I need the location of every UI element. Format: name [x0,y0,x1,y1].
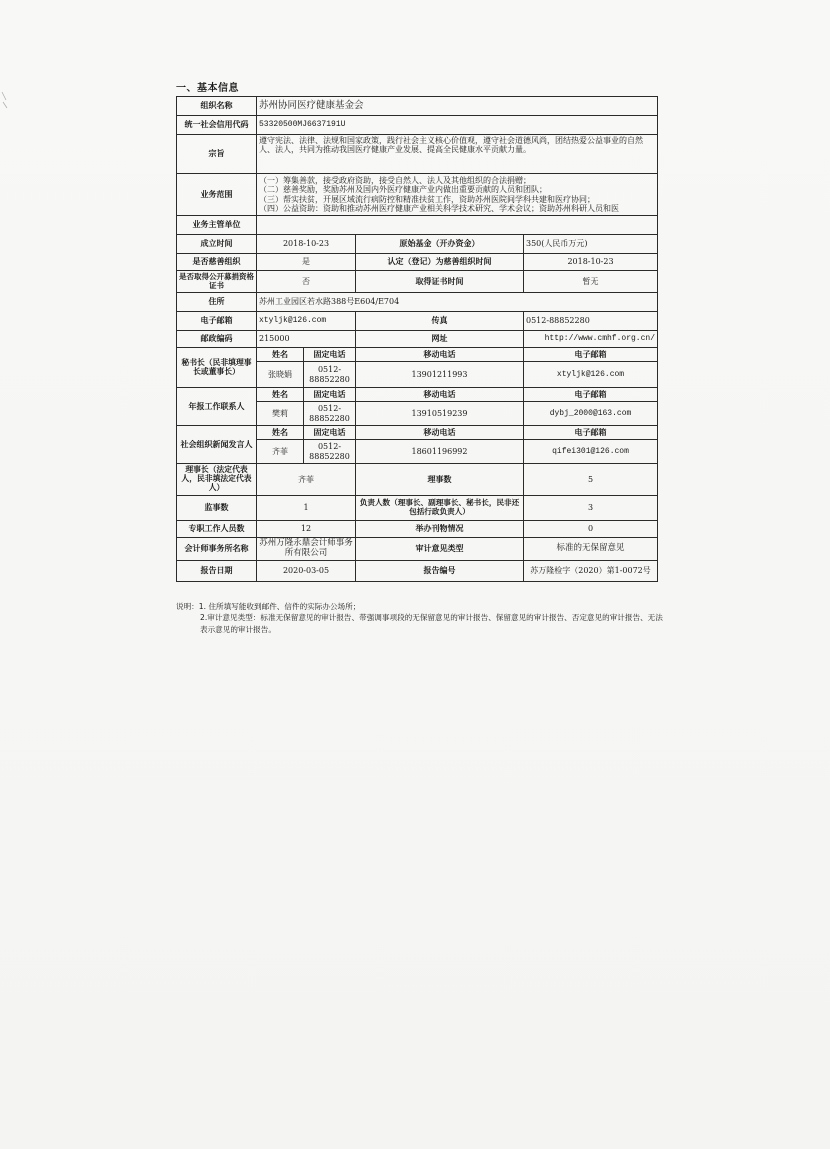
postcode-value: 215000 [257,331,356,348]
report-date-label: 报告日期 [177,561,257,582]
publication-value: 0 [524,521,658,538]
contact-mobile: 18601196992 [356,440,524,464]
contact-name-header: 姓名 [257,426,304,440]
report-date-value: 2020-03-05 [257,561,356,582]
audit-type-label: 审计意见类型 [356,538,524,561]
contact-header-row [177,426,658,440]
leader-count-value: 3 [524,496,658,521]
leader-count-label: 负责人数（理事长、副理事长、秘书长，民非还包括行政负责人） [356,496,524,521]
website-label: 网址 [356,331,524,348]
contact-phone-header: 固定电话 [304,348,356,362]
contact-name: 樊莉 [257,402,304,426]
audit-type-value: 标准的无保留意见 [524,538,658,561]
row-postcode-website [177,331,658,348]
fund-label: 原始基金（开办资金） [356,235,524,254]
row-credit-code [177,116,658,135]
org-name-label: 组织名称 [177,97,257,116]
cert-date-value: 暂无 [524,271,658,293]
staff-value: 12 [257,521,356,538]
contact-mobile-header: 移动电话 [356,426,524,440]
row-address [177,293,658,312]
basic-info-table [176,96,658,582]
contact-phone-header: 固定电话 [304,388,356,402]
fund-value: 350(人民币万元) [524,235,658,254]
supervisor-unit-label: 业务主管单位 [177,216,257,235]
report-no-label: 报告编号 [356,561,524,582]
founded-value: 2018-10-23 [257,235,356,254]
section-title: 一、基本信息 [176,83,239,94]
website-value: http://www.cmhf.org.cn/ [524,331,658,348]
purpose-value: 遵守宪法、法律、法规和国家政策，践行社会主义核心价值观，遵守社会道德风尚，团结热爱公益事业的自然人、法人，共同为推动我国医疗健康产业发展、提高全民健康水平贡献力量。 [257,135,658,174]
contact-name-header: 姓名 [257,348,304,362]
row-public-fundraising [177,271,658,293]
row-supervisors [177,496,658,521]
credit-code-value: 53320500MJ6637191U [257,116,658,135]
publication-label: 举办刊物情况 [356,521,524,538]
fax-value: 0512-88852280 [524,312,658,331]
contact-phone: 0512-88852280 [304,440,356,464]
email-label: 电子邮箱 [177,312,257,331]
address-value: 苏州工业园区若水路388号E604/E704 [257,293,658,312]
scope-label: 业务范围 [177,174,257,216]
org-name-value: 苏州协同医疗健康基金会 [257,97,658,116]
notes [176,601,666,635]
contact-email: xtyljk@126.com [524,362,658,388]
contact-phone: 0512-88852280 [304,402,356,426]
row-chair [177,464,658,496]
credit-code-label: 统一社会信用代码 [177,116,257,135]
row-email-fax [177,312,658,331]
row-audit [177,538,658,561]
address-label: 住所 [177,293,257,312]
contact-name: 张晓娟 [257,362,304,388]
row-purpose [177,135,658,174]
row-charity [177,254,658,271]
email-value: xtyljk@126.com [257,312,356,331]
contact-mobile-header: 移动电话 [356,388,524,402]
contact-email: qifei301@126.com [524,440,658,464]
council-count-label: 理事数 [356,464,524,496]
public-fund-value: 否 [257,271,356,293]
report-no-value: 苏万隆检字（2020）第1-0072号 [524,561,658,582]
row-supervisor-unit [177,216,658,235]
contact-role-label: 年报工作联系人 [177,388,257,426]
charity-label: 是否慈善组织 [177,254,257,271]
scan-edge-mark [0,90,10,120]
supervisor-count-value: 1 [257,496,356,521]
chair-value: 齐菲 [257,464,356,496]
postcode-label: 邮政编码 [177,331,257,348]
contact-role-label: 社会组织新闻发言人 [177,426,257,464]
audit-firm-value: 苏州万隆永鼎会计师事务所有限公司 [257,538,356,561]
contact-mobile: 13901211993 [356,362,524,388]
purpose-label: 宗旨 [177,135,257,174]
staff-label: 专职工作人员数 [177,521,257,538]
contact-mobile-header: 移动电话 [356,348,524,362]
council-count-value: 5 [524,464,658,496]
note-line-2: 2.审计意见类型：标准无保留意见的审计报告、带强调事项段的无保留意见的审计报告、保留意见的审计报告、否定意见的审计报告、无法表示意见的审计报告。 [200,613,663,634]
row-org-name [177,97,658,116]
public-fund-label: 是否取得公开募捐资格证书 [177,271,257,293]
contact-header-row [177,388,658,402]
audit-firm-label: 会计师事务所名称 [177,538,257,561]
contact-name: 齐菲 [257,440,304,464]
row-staff [177,521,658,538]
scope-line: （一）筹集善款，接受政府资助，接受自然人、法人及其他组织的合法捐赠； [259,176,531,186]
charity-date-label: 认定（登记）为慈善组织时间 [356,254,524,271]
contact-mobile: 13910519239 [356,402,524,426]
fax-label: 传真 [356,312,524,331]
contact-phone-header: 固定电话 [304,426,356,440]
contact-email-header: 电子邮箱 [524,388,658,402]
charity-date-value: 2018-10-23 [524,254,658,271]
note-line-1: 说明：1. 住所填写能收到邮件、信件的实际办公场所； [176,602,361,611]
contact-email-header: 电子邮箱 [524,348,658,362]
contact-phone: 0512-88852280 [304,362,356,388]
scope-value [257,174,658,216]
charity-value: 是 [257,254,356,271]
contact-name-header: 姓名 [257,388,304,402]
contact-role-label: 秘书长（民非填理事长或董事长） [177,348,257,388]
supervisor-count-label: 监事数 [177,496,257,521]
row-founded [177,235,658,254]
founded-label: 成立时间 [177,235,257,254]
contact-email: dybj_2000@163.com [524,402,658,426]
row-scope [177,174,658,216]
scope-line: （四）公益资助：资助和推动苏州医疗健康产业相关科学技术研究、学术会议；资助苏州科研人员和医 [259,203,619,213]
contact-email-header: 电子邮箱 [524,426,658,440]
contact-header-row [177,348,658,362]
row-report [177,561,658,582]
cert-date-label: 取得证书时间 [356,271,524,293]
scope-line: （三）帮实扶贫，开展区域流行病防控和精准扶贫工作，资助苏州医院间学科共建和医疗协同； [259,194,595,204]
supervisor-unit-value [257,216,658,235]
chair-label: 理事长（法定代表人，民非填法定代表人） [177,464,257,496]
scope-line: （二）慈善奖励，奖励苏州及国内外医疗健康产业内做出重要贡献的人员和团队； [259,185,547,195]
